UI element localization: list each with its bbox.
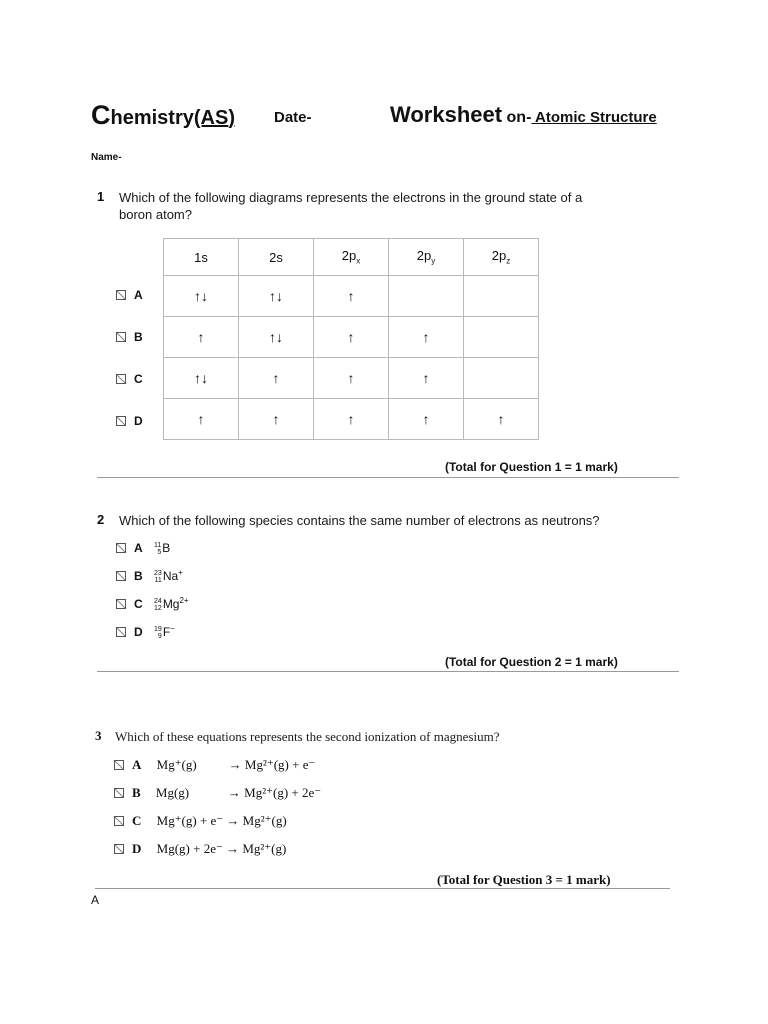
answer-text: A [91, 893, 100, 907]
checkbox-icon[interactable] [116, 599, 126, 609]
q1-option-b[interactable]: B [116, 330, 143, 344]
checkbox-icon[interactable] [116, 543, 126, 553]
orbital-cell: ↑ [239, 358, 314, 399]
orbital-cell [389, 276, 464, 317]
checkbox-icon[interactable] [114, 788, 124, 798]
q1-total: (Total for Question 1 = 1 mark) [445, 460, 618, 474]
q2-option-c[interactable]: C 24 12 $Mg^{2+}$ [116, 596, 189, 612]
orbital-row-c [164, 358, 539, 399]
subject-level-close: ) [228, 107, 235, 129]
name-label: Name- [91, 152, 122, 163]
q1-option-c[interactable]: C [116, 372, 143, 386]
checkbox-icon[interactable] [116, 332, 126, 342]
subject-rest: hemistry [110, 107, 194, 129]
checkbox-icon[interactable] [114, 844, 124, 854]
checkbox-icon[interactable] [114, 760, 124, 770]
orbital-cell [464, 317, 539, 358]
q1-option-a[interactable]: A [116, 288, 143, 302]
subject-level: (AS [193, 107, 229, 129]
checkbox-icon[interactable] [116, 374, 126, 384]
q1-text [119, 189, 619, 223]
orbital-cell: ↑ [389, 317, 464, 358]
orbital-row-a [164, 276, 539, 317]
checkbox-icon[interactable] [114, 816, 124, 826]
subject-title [91, 100, 235, 131]
col-header-2px: $2p_x$ [314, 239, 389, 276]
orbital-cell: ↑ [389, 399, 464, 440]
orbital-cell: ↑ [314, 399, 389, 440]
orbital-cell: ↑ [389, 358, 464, 399]
isotope-numbers: 19 9 [154, 625, 162, 640]
isotope-numbers: 24 12 [154, 597, 162, 612]
orbital-cell: ↑ [464, 399, 539, 440]
q1-text-line2: boron atom? [119, 207, 192, 222]
q2-option-a[interactable]: A 11 5 B [116, 540, 170, 556]
checkbox-icon[interactable] [116, 627, 126, 637]
q1-text-line1: Which of the following diagrams represents the electrons in the ground state of a [119, 190, 583, 205]
col-header-2s: 2s [239, 239, 314, 276]
q3-divider [95, 888, 670, 889]
q3-option-c[interactable]: C Mg⁺(g) + e⁻ → Mg²⁺(g) [114, 813, 287, 829]
subject-initial: C [91, 100, 111, 130]
orbital-cell: ↑ [314, 358, 389, 399]
q2-text: Which of the following species contains the same number of electrons as neutrons? [119, 513, 600, 528]
q3-number: 3 [95, 728, 102, 743]
orbital-cell: ↑↓ [239, 276, 314, 317]
orbital-cell [464, 358, 539, 399]
worksheet-topic: Atomic Structure [531, 109, 657, 126]
q3-option-a[interactable]: A Mg⁺(g) → Mg²⁺(g) + e⁻ [114, 757, 315, 773]
isotope-numbers: 11 5 [154, 541, 162, 556]
q2-divider [97, 671, 679, 672]
col-header-2py: $2p_y$ [389, 239, 464, 276]
orbital-cell: ↑ [314, 276, 389, 317]
orbital-cell: ↑↓ [164, 276, 239, 317]
orbital-cell: ↑ [164, 399, 239, 440]
orbital-table [163, 238, 539, 440]
q1-divider [97, 477, 679, 478]
orbital-header-row [164, 239, 539, 276]
orbital-cell: ↑ [239, 399, 314, 440]
worksheet-title [390, 102, 657, 128]
q1-option-d[interactable]: D [116, 414, 143, 428]
q2-option-d[interactable]: D 19 9 F− [116, 624, 175, 640]
q3-text: Which of these equations represents the second ionization of magnesium? [115, 729, 500, 744]
orbital-cell: ↑↓ [164, 358, 239, 399]
q1-number: 1 [97, 189, 105, 204]
checkbox-icon[interactable] [116, 290, 126, 300]
q3-total: (Total for Question 3 = 1 mark) [437, 872, 611, 887]
orbital-cell: ↑↓ [239, 317, 314, 358]
q3-option-d[interactable]: D Mg(g) + 2e⁻ → Mg²⁺(g) [114, 841, 286, 857]
worksheet-word: Worksheet [390, 102, 503, 127]
isotope-numbers: 23 11 [154, 569, 162, 584]
orbital-cell: ↑ [314, 317, 389, 358]
q2-total: (Total for Question 2 = 1 mark) [445, 655, 618, 669]
orbital-cell: ↑ [164, 317, 239, 358]
orbital-row-d [164, 399, 539, 440]
orbital-cell [464, 276, 539, 317]
checkbox-icon[interactable] [116, 416, 126, 426]
date-label: Date- [274, 109, 312, 126]
orbital-row-b [164, 317, 539, 358]
q2-number: 2 [97, 512, 105, 527]
col-header-2pz: $2p_z$ [464, 239, 539, 276]
worksheet-on: on- [502, 109, 532, 126]
q2-option-b[interactable]: B 23 11 Na+ [116, 568, 183, 584]
checkbox-icon[interactable] [116, 571, 126, 581]
col-header-1s: 1s [164, 239, 239, 276]
q3-option-b[interactable]: B Mg(g) → Mg²⁺(g) + 2e⁻ [114, 785, 321, 801]
